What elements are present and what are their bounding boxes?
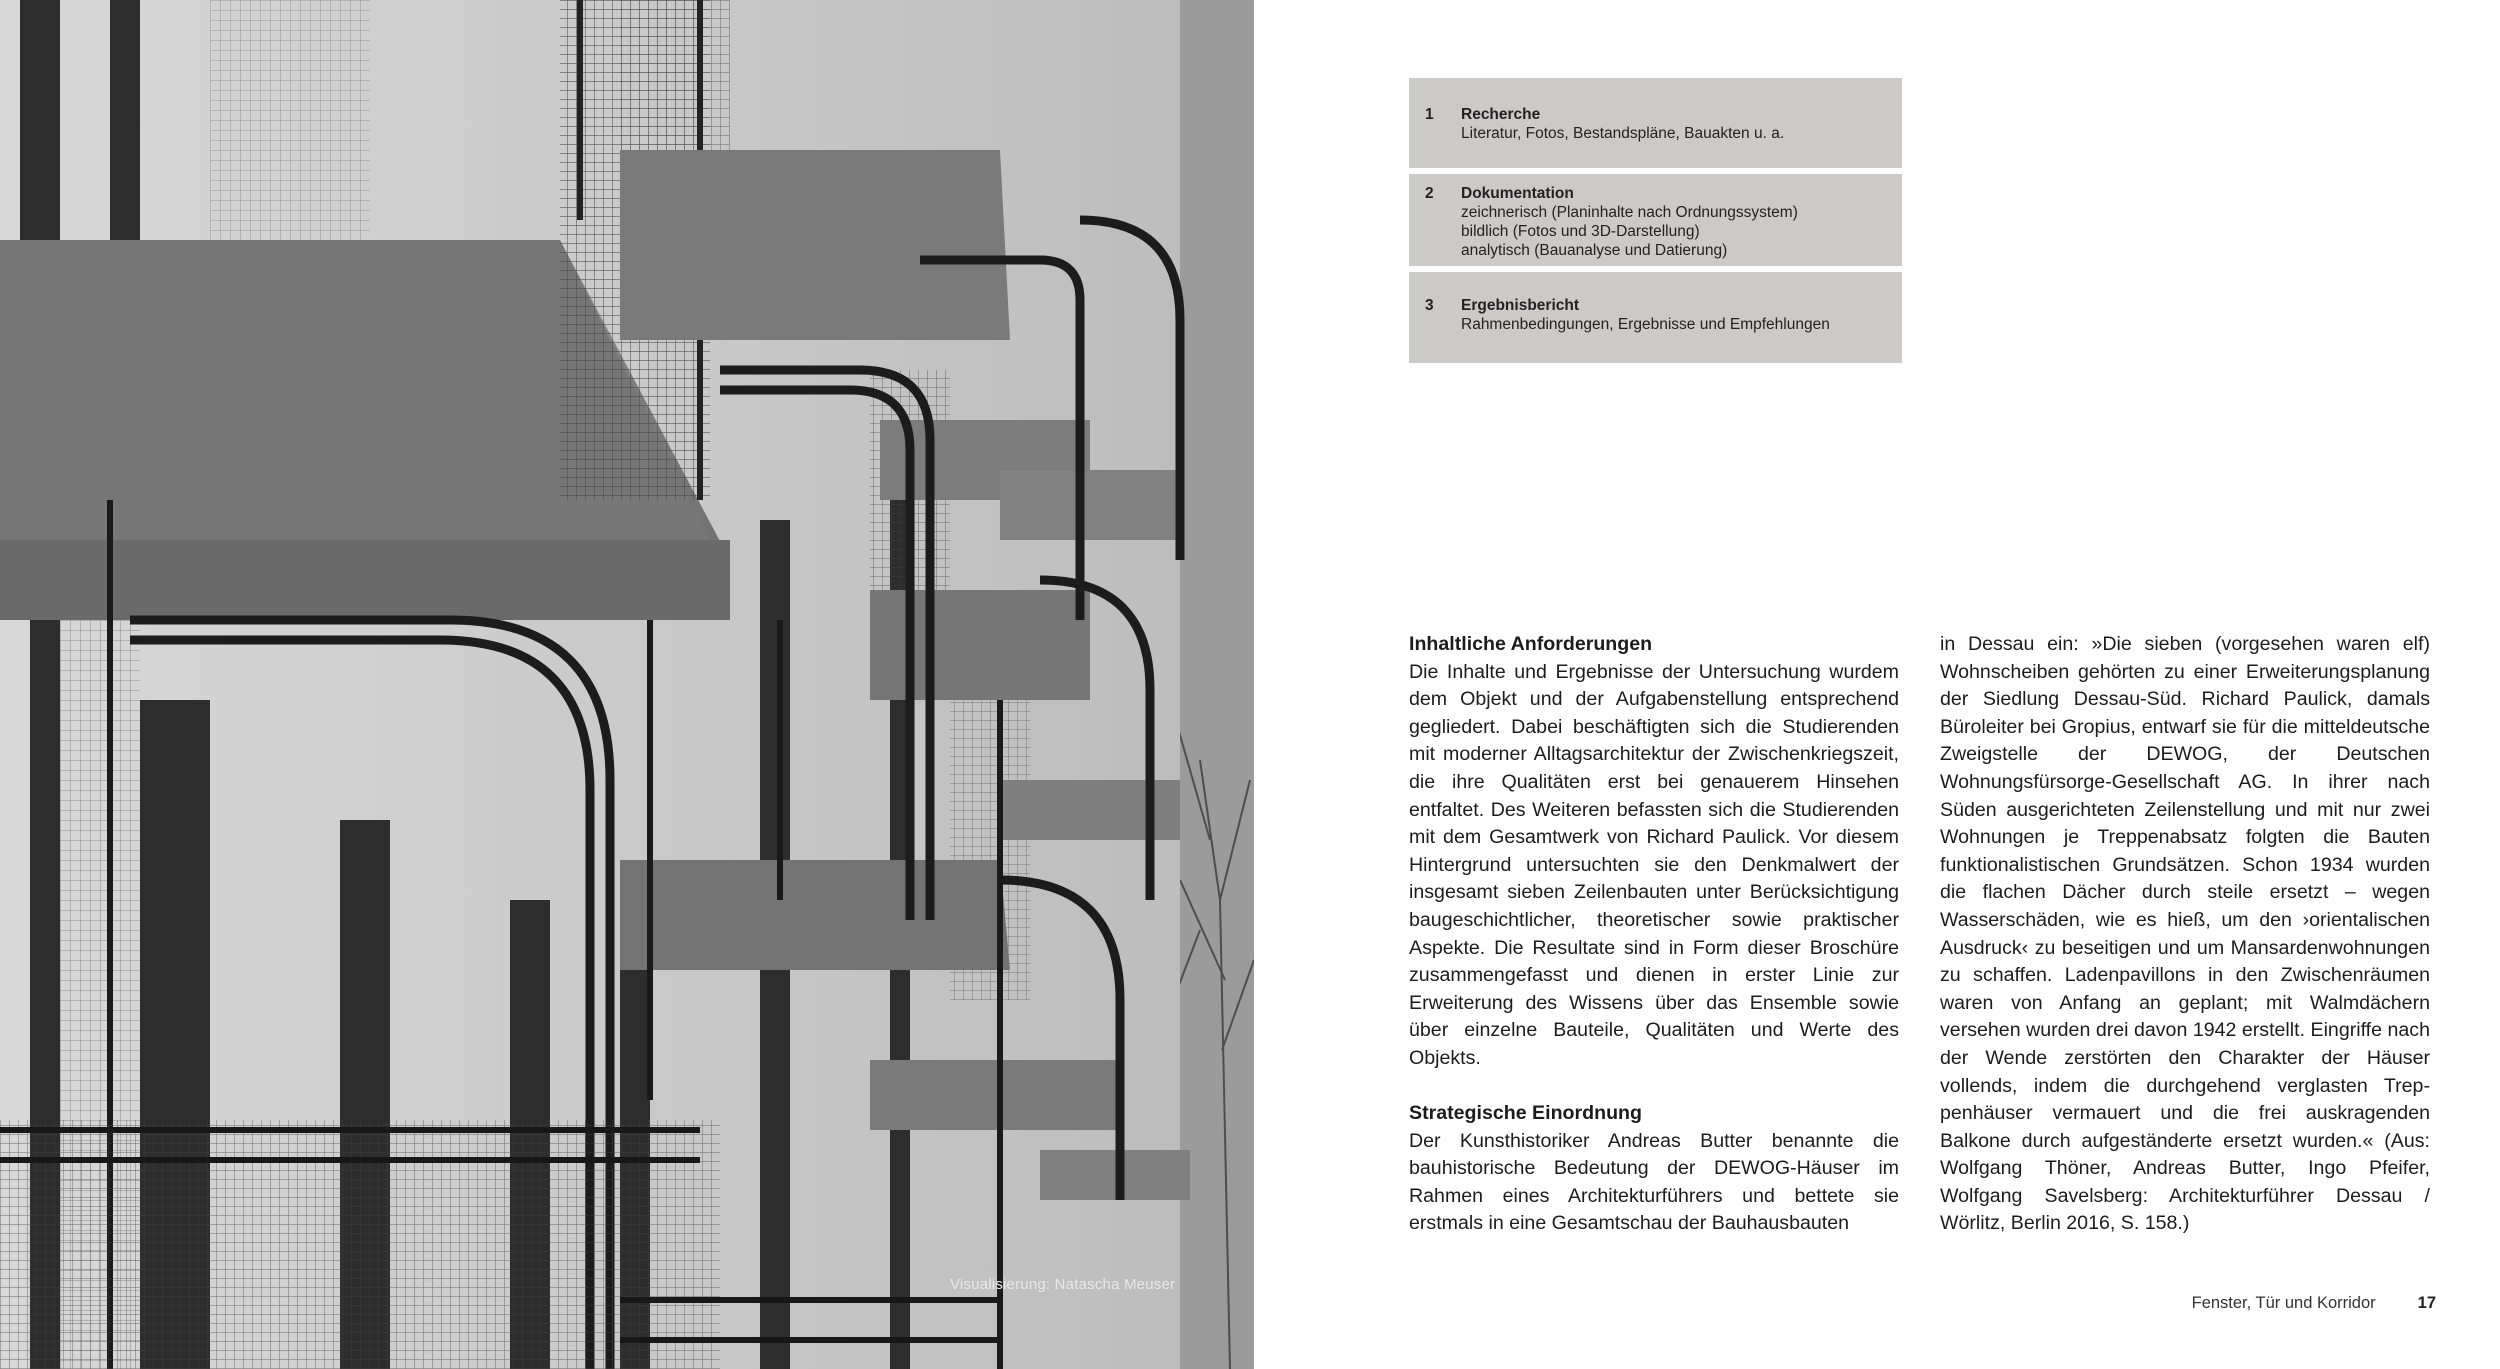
text-column-left — [1409, 631, 1899, 1238]
paragraph-anforderungen: Die Inhalte und Ergebnisse der Untersuchung wurdem dem Objekt und der Aufgabenstellung entsprechend gegliedert. Dabei beschäftigten sich die Studierenden mit moderner Alltagsarchitektur der Zwischenkriegszeit, die ihre Qualitäten erst bei genauerem Hinsehen entfaltet. Des Weiteren befassten sich die Studierenden mit dem Gesamtwerk von Richard Paulick. Vor diesem Hintergrund untersuchten sie den Denkmalwert der insgesamt sieben Zeilenbauten unter Berücksichtigung baugeschichtlicher, theoretischer sowie praktischer Aspekte. Die Resultate sind in Form dieser Broschüre zusammengefasst und dienen in erster Linie zur Erweiterung des Wissens über das Ensemble sowie über einzelne Bauteile, Qualitäten und Werte des Objekts. — [1409, 660, 1899, 1069]
step-number: 1 — [1425, 106, 1434, 123]
step-line: analytisch (Bauanalyse und Datierung) — [1461, 242, 1728, 259]
heading-inhaltliche-anforderungen: Inhaltliche Anforderungen — [1409, 633, 1653, 655]
step-line: zeichnerisch (Planinhalte nach Ordnungssystem) — [1461, 204, 1798, 221]
step-ergebnisbericht — [1409, 272, 1902, 363]
heading-strategische-einordnung: Strategische Einordnung — [1409, 1102, 1642, 1125]
step-title: Ergebnisbericht — [1461, 297, 1579, 314]
paragraph-quote: in Dessau ein: »Die sieben (vorgesehen waren elf) Wohnscheiben gehörten zu einer Erweiterungsplanung der Siedlung Dessau-Süd. Richard Paulick, damals Büroleiter bei Gropius, entwarf sie für die mitteldeutsche Zweigstelle der DEWOG, der Deutschen Wohnungsfürsorge-Gesellschaft AG. In ihrer nach Süden ausgerichteten Zeilenstellung und mit nur zwei Wohnungen je Treppenabsatz folgten die Bauten funktionalistischen Grundsätzen. Schon 1934 wurden die flachen Dächer durch steile ersetzt – wegen Wasserschäden, wie es hieß, um den ›orientalischen Ausdruck‹ zu beseitigen und um Mansardenwohnungen zu schaffen. Ladenpavillons in den Zwischenräumen waren von Anfang an geplant; mit Walmdächern versehen wurden drei davon 1942 erstellt. Eingriffe nach der Wende zerstörten den Charakter der Häuser vollends, indem die durchgehend verglasten Treppenhäuser vermauert und die frei auskragenden Balkone durch aufgeständerte ersetzt wurden.« (Aus: Wolfgang Thöner, Andreas Butter, Ingo Pfeifer, Wolfgang Savelsberg: Architekturführer Dessau / Wörlitz, Berlin 2016, S. 158.) — [1940, 633, 2430, 1235]
step-title: Recherche — [1461, 106, 1541, 123]
section-title: Fenster, Tür und Korridor — [2191, 1294, 2376, 1312]
step-title: Dokumentation — [1461, 185, 1574, 202]
step-recherche — [1409, 78, 1902, 168]
step-line: Literatur, Fotos, Bestandspläne, Bauakten u. a. — [1461, 125, 1785, 142]
step-line: Rahmenbedingungen, Ergebnisse und Empfehlungen — [1461, 316, 1830, 333]
step-number: 2 — [1425, 185, 1434, 202]
step-dokumentation — [1409, 174, 1902, 266]
photo-credit: Visualisierung: Natascha Meuser — [950, 1276, 1176, 1293]
step-line: bildlich (Fotos und 3D-Darstellung) — [1461, 223, 1700, 240]
page-footer — [2100, 1294, 2436, 1313]
step-number: 3 — [1425, 297, 1434, 314]
page-number: 17 — [2417, 1294, 2436, 1312]
text-column-right — [1940, 631, 2430, 1238]
process-steps — [1409, 78, 1902, 369]
paragraph-einordnung: Der Kunsthistoriker Andreas Butter benannte die bauhistorische Bedeutung der DEWOG-Häuser im Rahmen eines Architekturführers und bettete sie erstmals in eine Gesamtschau der Bauhausbauten — [1409, 1129, 1899, 1235]
